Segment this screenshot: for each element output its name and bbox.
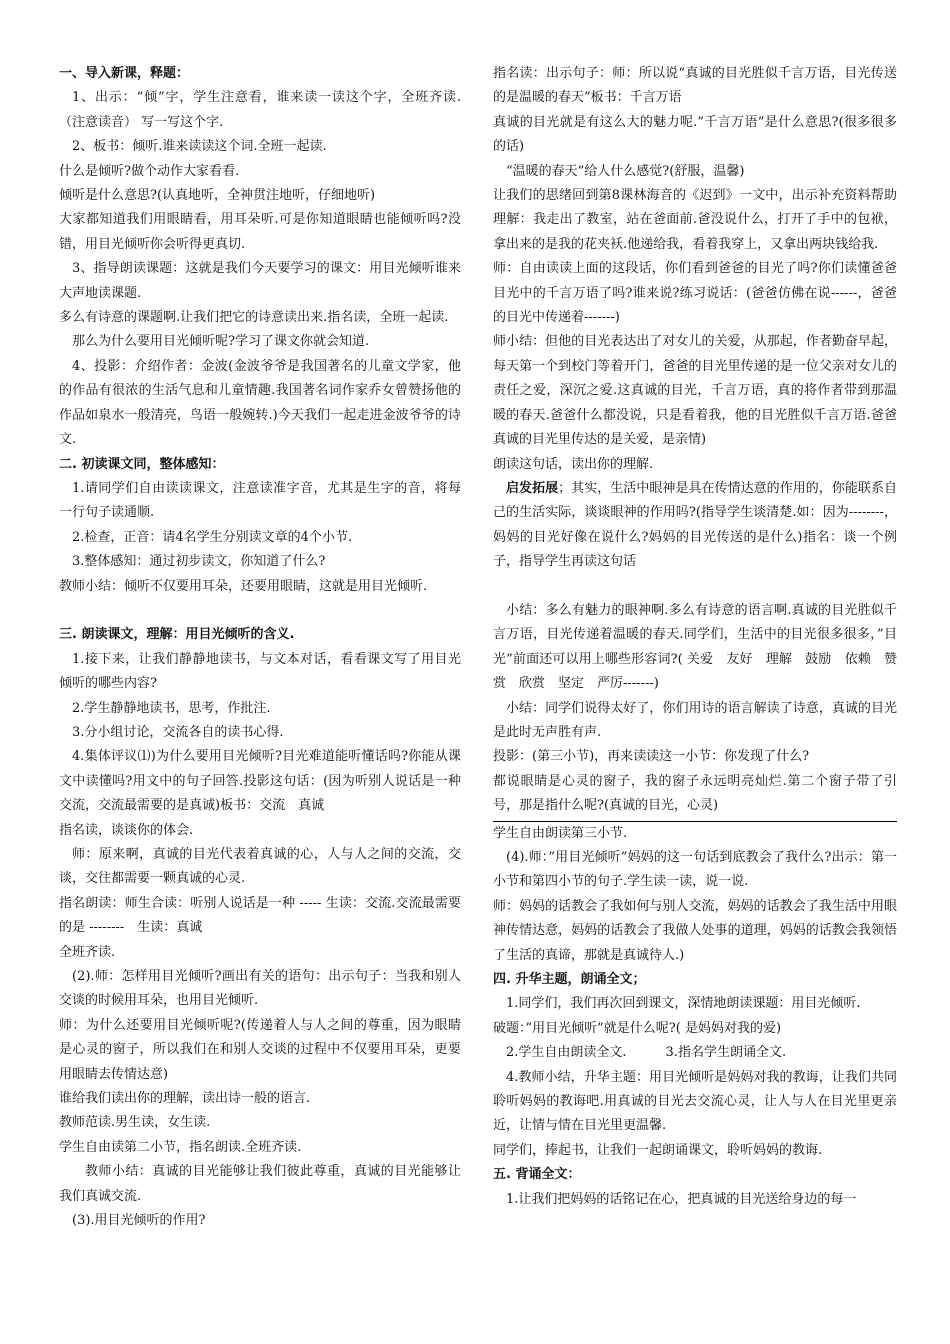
section-heading: 二. 初读课文同，整体感知： <box>59 456 225 472</box>
paragraph: 4、投影：介绍作者：金波(金波爷爷是我国著名的儿童文学家，他的作品有很浓的生活气息和儿童情趣.我国著名词作家乔女曾赞扬他的作品如泉水一般清亮，鸟语一般婉转.)今天我们一起走进金波爷爷的诗文. <box>59 358 461 448</box>
paragraph: “温暖的春天”给人什么感觉?(舒服，温馨) <box>506 163 745 179</box>
paragraph: 真诚的目光就是有这么大的魅力呢.”千言万语”是什么意思?(很多很多的话) <box>493 114 897 155</box>
paragraph: 小结：多么有魅力的眼神啊.多么有诗意的语言啊.真诚的目光胜似千言万语，目光传递着温暖的春天.同学们，生活中的目光很多很多，”目光”前面还可以用上哪些形容词?( 关爱 友好 理解 鼓励 依赖 赞赏 欣赏 坚定 严厉-------) <box>493 602 897 692</box>
section-heading: 四. 升华主题，朗诵全文； <box>493 972 646 988</box>
paragraph: 4.集体评议⑴)为什么要用目光倾听?目光难道能听懂话吗?你能从课文中读懂吗?用文中的句子回答.投影这句话：(因为听别人说话是一种交流，交流最需要的是真诚)板书：交流 真诚 <box>59 749 461 814</box>
section-heading: 三. 朗读课文，理解：用目光倾听的含义. <box>59 627 295 643</box>
paragraph: 3.分小组讨论，交流各自的读书心得. <box>72 724 284 740</box>
paragraph: 2.检查，正音：请4名学生分别读文章的4个小节. <box>72 529 353 545</box>
paragraph: (2).师：怎样用目光倾听?画出有关的语句：出示句子：当我和别人交谈的时候用耳朵，也用目光倾听. <box>59 969 461 1009</box>
section-heading: 五. 背诵全文： <box>493 1167 581 1183</box>
paragraph: 学生自由读第二小节，指名朗读.全班齐读. <box>59 1139 302 1155</box>
paragraph: 指名读：出示句子：师：所以说“真诚的目光胜似千言万语，目光传送的是温暖的春天”板书：千言万语 <box>493 66 897 106</box>
paragraph: 3.整体感知：通过初步读文，你知道了什么? <box>72 554 326 570</box>
paragraph: 那么为什么要用目光倾听呢?学习了课文你就会知道. <box>72 334 370 350</box>
paragraph: 大家都知道我们用眼睛看，用耳朵听.可是你知道眼睛也能倾听吗?没错，用目光倾听你会听得更真切. <box>59 212 461 252</box>
paragraph: 2、板书：倾听.谁来读读这个词.全班一起读. <box>72 139 327 155</box>
paragraph: 师：为什么还要用目光倾听呢?(传递着人与人之间的尊重，因为眼睛是心灵的窗子，所以我们在和别人交谈的过程中不仅要用耳朵，更要用眼睛去传情达意) <box>59 1017 461 1082</box>
left-column <box>59 62 461 1233</box>
paragraph: 都说眼睛是心灵的窗子，我的窗子永远明亮灿烂.第二个窗子带了引号，那是指什么呢?(真诚的目光，心灵) <box>493 773 897 814</box>
paragraph: 什么是倾听?做个动作大家看看. <box>59 163 240 179</box>
paragraph: 师：自由读读上面的这段话，你们看到爸爸的目光了吗?你们读懂爸爸目光中的千言万语了吗?谁来说?练习说话：(爸爸仿佛在说------，爸爸的目光中传递着-------) <box>493 261 897 326</box>
paragraph: 教师小结：真诚的目光能够让我们彼此尊重，真诚的目光能够让我们真诚交流. <box>59 1164 461 1204</box>
paragraph: 同学们，捧起书，让我们一起朗诵课文，聆听妈妈的教诲. <box>493 1142 823 1158</box>
paragraph: 师小结：但他的目光表达出了对女儿的关爱，从那起，作者勤奋早起，每天第一个到校门等着开门，爸爸的目光里传递的是一位父亲对女儿的责任之爱，深沉之爱.这真诚的目光，千言万语，真的将作者带到那温暖的春天.爸爸什么都没说，只是看着我，他的目光胜似千言万语.爸爸真诚的目光里传达的是关爱，是亲情) <box>493 334 897 448</box>
paragraph: 4.教师小结，升华主题：用目光倾听是妈妈对我的教诲，让我们共同聆听妈妈的教诲吧.用真诚的目光去交流心灵，让人与人在目光里更亲近，让情与情在目光里更温馨. <box>493 1069 897 1134</box>
paragraph: 教师小结：倾听不仅要用耳朵，还要用眼睛，这就是用目光倾听. <box>59 578 428 594</box>
paragraph: 投影：(第三小节)，再来读读这一小节：你发现了什么? <box>493 749 810 765</box>
paragraph: 教师范读.男生读，女生读. <box>59 1115 211 1131</box>
paragraph: 谁给我们读出你的理解，读出诗一般的语言. <box>59 1091 311 1107</box>
paragraph: (3).用目光倾听的作用? <box>72 1213 206 1229</box>
paragraph: 1、出示：“倾”字，学生注意看，谁来读一读这个字，全班齐读.（注意读音） 写一写这个字. <box>59 90 461 130</box>
paragraph: 3、指导朗读课题：这就是我们今天要学习的课文：用目光倾听谁来大声地读课题. <box>59 261 461 301</box>
paragraph: 师：妈妈的话教会了我如何与别人交流，妈妈的话教会了我生活中用眼神传情达意，妈妈的话教会了我做人处事的道理，妈妈的话教会我领悟了生活的真谛，那就是真诚待人.) <box>493 898 897 963</box>
paragraph: 2.学生自由朗读全文. 3.指名学生朗诵全文. <box>506 1045 787 1061</box>
paragraph: 朗读这句话，读出你的理解. <box>493 456 654 472</box>
paragraph: 全班齐读. <box>59 944 116 960</box>
paragraph: 1.接下来，让我们静静地读书，与文本对话，看看课文写了用目光倾听的哪些内容? <box>59 651 461 692</box>
paragraph: 破题：”用目光倾听”就是什么呢?( 是妈妈对我的爱) <box>493 1020 782 1036</box>
paragraph: 让我们的思绪回到第8课林海音的《迟到》一文中，出示补充资料帮助理解：我走出了教室，站在爸面前.爸没说什么，打开了手中的包袱，拿出来的是我的花夹袄.他递给我，看着我穿上，又拿出两块钱给我. <box>493 188 897 252</box>
paragraph: 1.让我们把妈妈的话铭记在心，把真诚的目光送给身边的每一 <box>506 1191 857 1207</box>
paragraph: (4).师：”用目光倾听”妈妈的这一句话到底教会了我什么?出示：第一小节和第四小节的句子.学生读一读，说一说. <box>493 849 897 890</box>
section-heading: 一、导入新课，释题： <box>59 66 190 81</box>
paragraph: 学生自由朗读第三小节. <box>493 825 628 841</box>
blank-line <box>59 599 461 623</box>
blank-line <box>493 575 897 599</box>
paragraph: 2.学生静静地读书，思考，作批注. <box>72 700 271 716</box>
paragraph: 1.请同学们自由读读课文，注意读准字音，尤其是生字的音，将每一行句子读通顺. <box>59 480 461 521</box>
paragraph: 师：原来啊，真诚的目光代表着真诚的心，人与人之间的交流，交谈，交往都需要一颗真诚的心灵. <box>59 846 461 887</box>
right-column <box>493 62 897 1212</box>
paragraph: 指名读，谈谈你的体会. <box>59 822 194 838</box>
paragraph: 倾听是什么意思?(认真地听，全神贯注地听，仔细地听) <box>59 188 376 204</box>
paragraph: 指名朗读：师生合读：听别人说话是一种 ----- 生读：交流.交流最需要的是 -------- 生读：真诚 <box>59 895 461 936</box>
paragraph: 多么有诗意的课题啊.让我们把它的诗意读出来.指名读，全班一起读. <box>59 310 449 326</box>
paragraph: 1.同学们，我们再次回到课文，深情地朗读课题：用目光倾听. <box>506 996 861 1012</box>
paragraph: 小结：同学们说得太好了，你们用诗的语言解读了诗意，真诚的目光是此时无声胜有声. <box>493 700 897 740</box>
paragraph: 启发拓展；其实，生活中眼神是具在传情达意的作用的，你能联系自己的生活实际，谈谈眼神的作用吗?(指导学生谈清楚.如：因为--------，妈妈的目光好像在说什么?妈妈的目光传送的是什么)指名：谈一个例子，指导学生再读这句话 <box>493 480 897 570</box>
